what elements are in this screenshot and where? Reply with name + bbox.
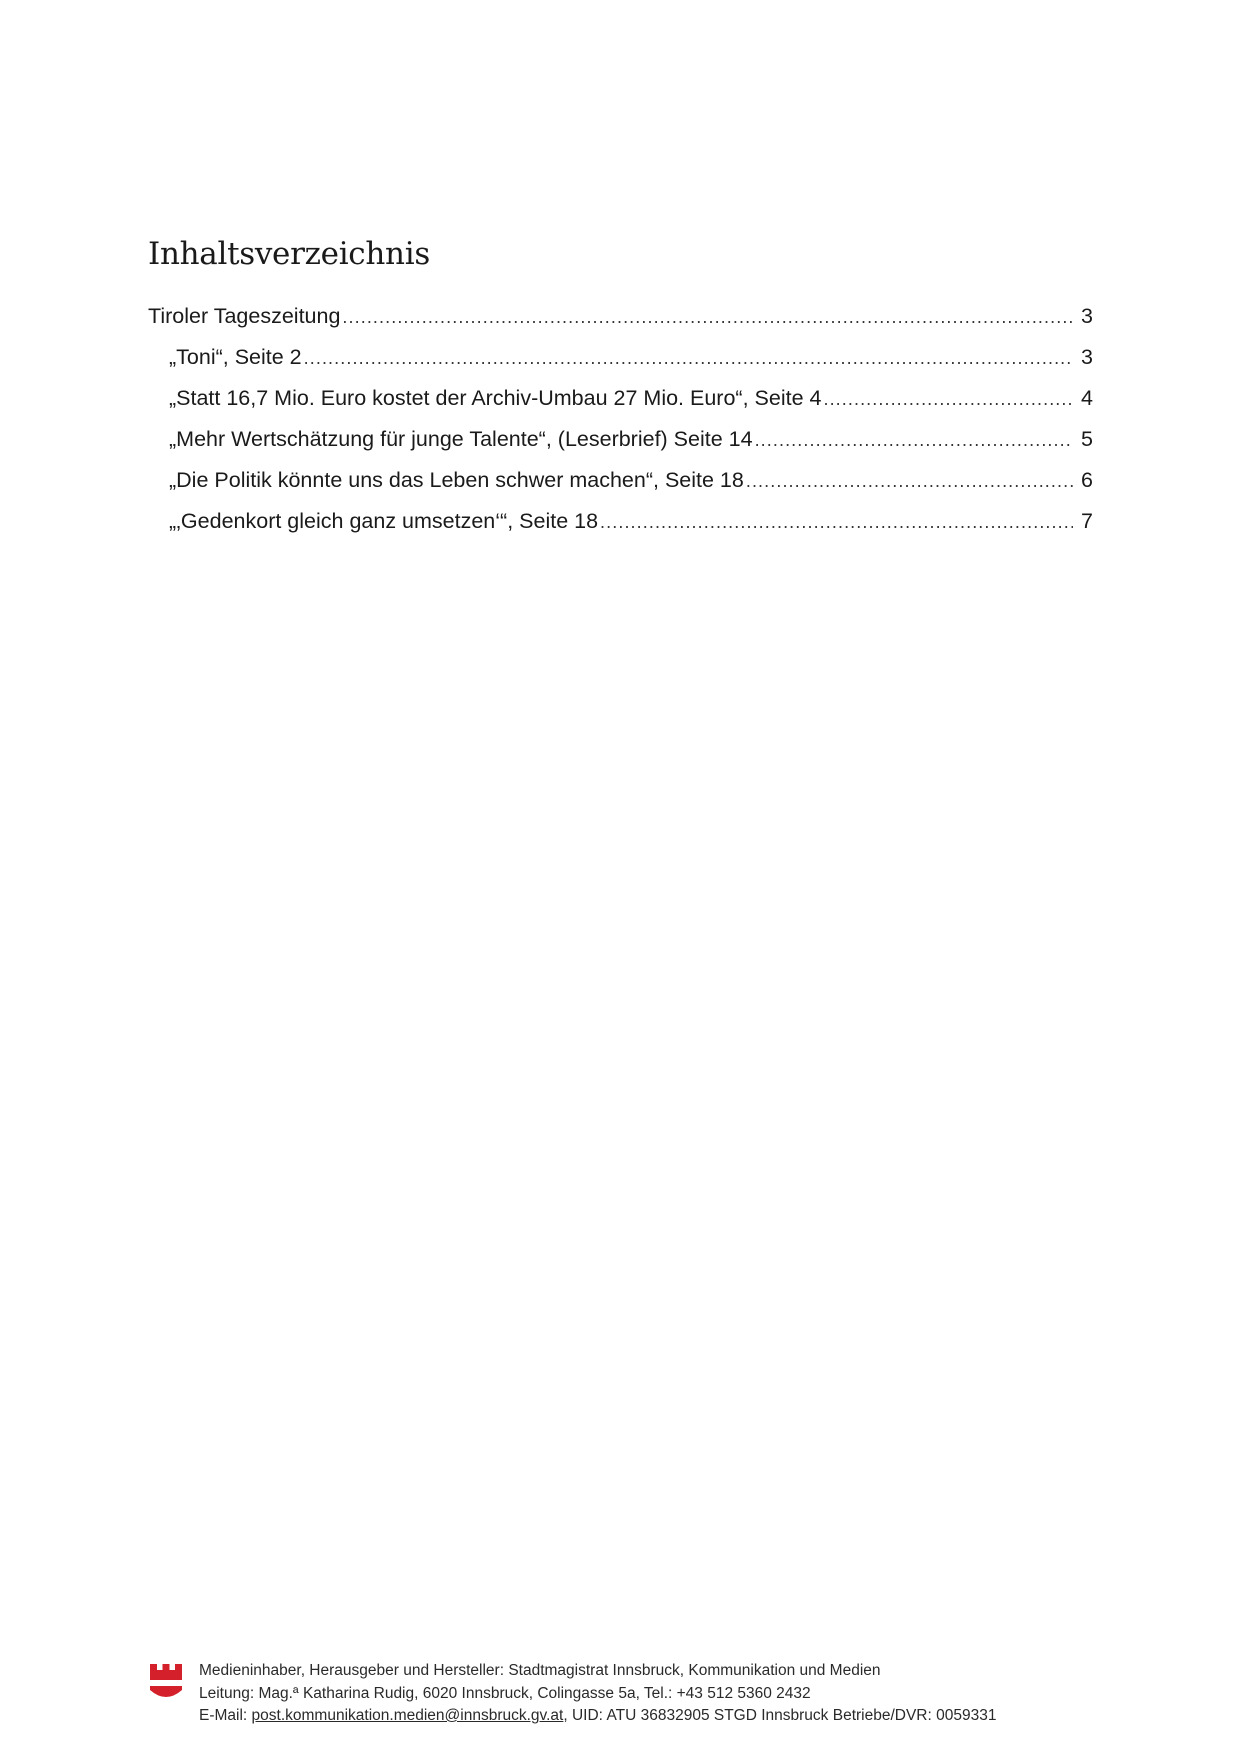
toc-page-number: 7 [1081,509,1093,533]
toc-dot-leader [746,468,1073,493]
toc-page-number: 3 [1081,304,1093,328]
footer-contact [199,1705,996,1728]
toc-dot-leader [600,509,1073,534]
footer-imprint [199,1660,996,1728]
toc-dot-leader [755,427,1073,452]
toc-heading: Inhaltsverzeichnis [148,236,430,272]
toc-entry-title: „Statt 16,7 Mio. Euro kostet der Archiv-Umbau 27 Mio. Euro“, Seite 4 [169,386,822,410]
innsbruck-city-logo-icon [150,1664,182,1704]
toc-entry[interactable] [148,427,1093,468]
footer-publisher: Medieninhaber, Herausgeber und Hersteller: Stadtmagistrat Innsbruck, Kommunikation und Medien [199,1662,881,1679]
toc-page-number: 5 [1081,427,1093,451]
toc-entry[interactable] [148,304,1093,345]
toc-entry[interactable] [148,386,1093,427]
toc-entry-title: „Die Politik könnte uns das Leben schwer machen“, Seite 18 [169,468,744,492]
footer-management: Leitung: Mag.ª Katharina Rudig, 6020 Innsbruck, Colingasse 5a, Tel.: +43 512 5360 2432 [199,1684,811,1702]
toc-entry[interactable] [148,509,1093,550]
toc-entry-title: Tiroler Tageszeitung [148,304,341,328]
toc-page-number: 6 [1081,468,1093,492]
toc-page-number: 4 [1081,386,1093,410]
toc-entry-title: „‚Gedenkort gleich ganz umsetzen‘“, Seite 18 [169,509,599,533]
table-of-contents [148,304,1093,550]
page-footer [150,1660,1090,1730]
footer-email-link[interactable]: post.kommunikation.medien@innsbruck.gv.at [251,1707,564,1724]
footer-uid: , UID: ATU 36832905 STGD Innsbruck Betriebe/DVR: 0059331 [563,1707,997,1724]
toc-dot-leader [304,345,1073,370]
toc-entry[interactable] [148,345,1093,386]
toc-entry[interactable] [148,468,1093,509]
toc-entry-title: „Mehr Wertschätzung für junge Talente“, (Leserbrief) Seite 14 [169,427,753,451]
footer-email-label: E-Mail: [199,1707,252,1724]
toc-dot-leader [342,304,1073,329]
toc-entry-title: „Toni“, Seite 2 [169,345,302,369]
toc-dot-leader [823,386,1073,411]
toc-page-number: 3 [1081,345,1093,369]
